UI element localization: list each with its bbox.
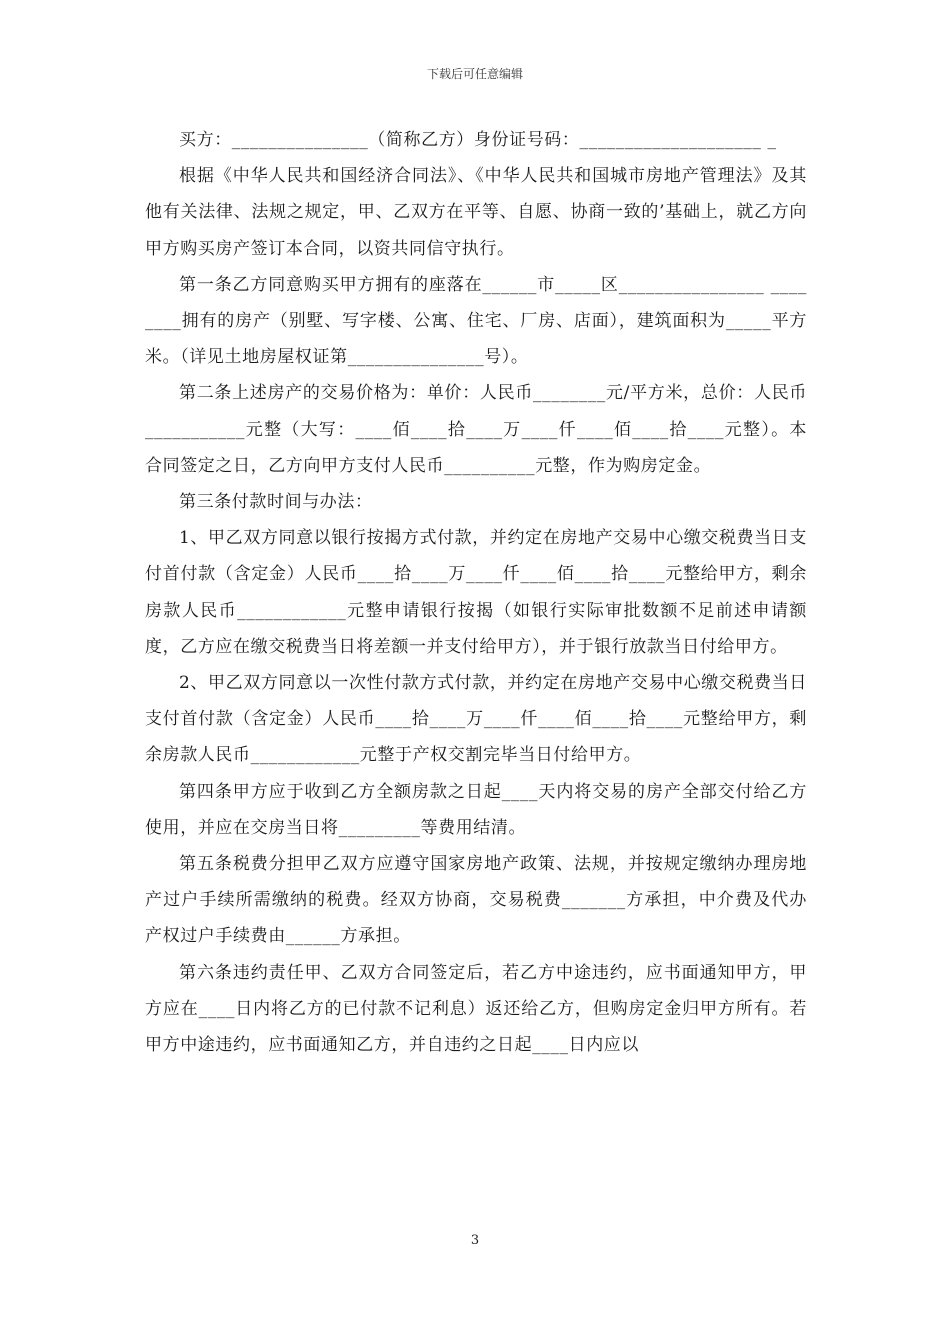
contract-body xyxy=(145,122,807,1063)
paragraph-article-3-item-2: 2、甲乙双方同意以一次性付款方式付款，并约定在房地产交易中心缴交税费当日支付首付款（含定金）人民币____拾____万____仟____佰____拾____元整给甲方，剩余房款人民币____________元整于产权交割完毕当日付给甲方。 xyxy=(145,673,807,766)
paragraph-legal-basis: 根据《中华人民共和国经济合同法》、《中华人民共和国城市房地产管理法》及其他有关法律、法规之规定，甲、乙双方在平等、自愿、协商一致的’基础上，就乙方向甲方购买房产签订本合同，以资共同信守执行。 xyxy=(145,166,807,259)
paragraph-article-1: 第一条乙方同意购买甲方拥有的座落在______市_____区________________ ________拥有的房产（别墅、写字楼、公寓、住宅、厂房、店面），建筑面积为_____平方米。（详见土地房屋权证第_______________号）。 xyxy=(145,274,807,368)
paragraph-article-6: 第六条违约责任甲、乙双方合同签定后，若乙方中途违约，应书面通知甲方，甲方应在____日内将乙方的已付款不记利息）返还给乙方，但购房定金归甲方所有。若甲方中途违约，应书面通知乙方，并自违约之日起____日内应以 xyxy=(145,962,807,1056)
paragraph-article-4: 第四条甲方应于收到乙方全额房款之日起____天内将交易的房产全部交付给乙方使用，并应在交房当日将_________等费用结清。 xyxy=(145,781,807,838)
paragraph-article-3-item-1: 1、甲乙双方同意以银行按揭方式付款，并约定在房地产交易中心缴交税费当日支付首付款（含定金）人民币____拾____万____仟____佰____拾____元整给甲方，剩余房款人民币____________元整申请银行按揭（如银行实际审批数额不足前述申请额度，乙方应在缴交税费当日将差额一并支付给甲方），并于银行放款当日付给甲方。 xyxy=(145,528,807,657)
page-header-note: 下载后可任意编辑 xyxy=(426,67,523,81)
paragraph-article-5: 第五条税费分担甲乙双方应遵守国家房地产政策、法规，并按规定缴纳办理房地产过户手续所需缴纳的税费。经双方协商，交易税费_______方承担，中介费及代办产权过户手续费由______方承担。 xyxy=(145,854,807,947)
paragraph-article-3-title: 第三条付款时间与办法： xyxy=(179,492,373,513)
paragraph-article-2: 第二条上述房产的交易价格为：单价：人民币________元/平方米，总价：人民币___________元整（大写：____佰____拾____万____仟____佰____拾____元整）。本合同签定之日，乙方向甲方支付人民币__________元整，作为购房定金。 xyxy=(145,383,807,476)
page-number: 3 xyxy=(470,1233,480,1248)
paragraph-buyer-info: 买方：_______________（简称乙方）身份证号码：____________________ _ xyxy=(179,130,777,150)
